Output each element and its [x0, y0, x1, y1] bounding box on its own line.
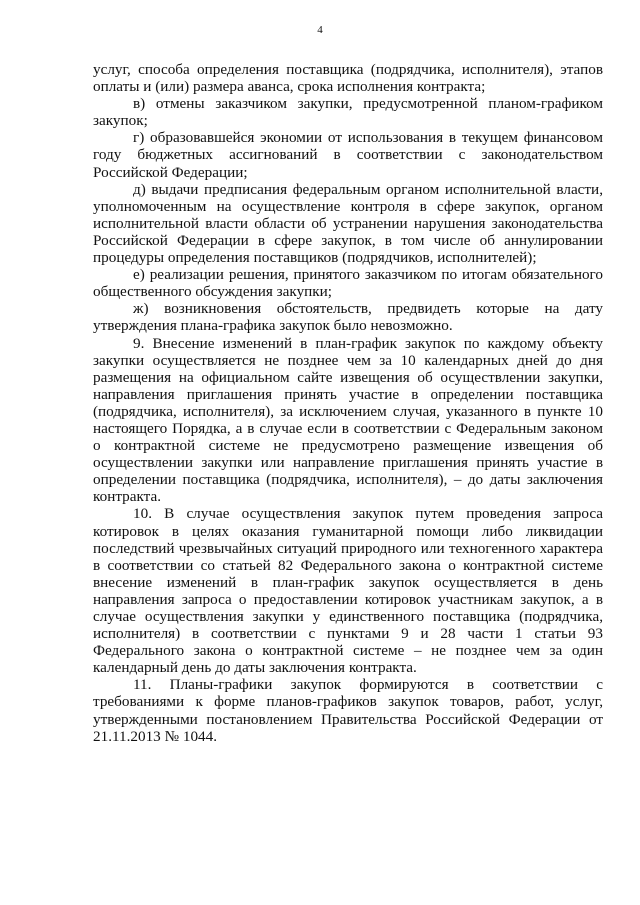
paragraph-item-d: д) выдачи предписания федеральным органом исполнительной власти, уполномоченным на осуществление контроля в сфере закупок, органом исполнительной власти области об устранении нарушения законодательства Российской Федерации в сфере закупок, в том числе об аннулировании процедуры определения поставщиков (подрядчиков, исполнителей);: [93, 180, 603, 267]
document-text: [93, 61, 603, 745]
paragraph-continuation: услуг, способа определения поставщика (подрядчика, исполнителя), этапов оплаты и (или) размера аванса, срока исполнения контракта;: [93, 61, 603, 96]
page-number: 4: [317, 24, 323, 36]
paragraph-item-zh: ж) возникновения обстоятельств, предвидеть которые на дату утверждения плана-графика закупок было невозможно.: [93, 300, 603, 335]
paragraph-point-10: 10. В случае осуществления закупок путем проведения запроса котировок в целях оказания гуманитарной помощи либо ликвидации последствий чрезвычайных ситуаций природного или техногенного характера в соответствии со статьей 82 Федерального закона о контрактной системе внесение изменений в план-график закупок осуществляется в день направления запроса о предоставлении котировок участникам закупок, а в случае осуществления закупки у единственного поставщика (подрядчика, исполнителя) в соответствии с пунктами 9 и 28 части 1 статьи 93 Федерального закона о контрактной системе – не позднее чем за один календарный день до даты заключения контракта.: [93, 505, 603, 677]
paragraph-item-e: е) реализации решения, принятого заказчиком по итогам обязательного общественного обсуждения закупки;: [93, 266, 603, 301]
paragraph-item-g: г) образовавшейся экономии от использования в текущем финансовом году бюджетных ассигнований в соответствии с законодательством Российской Федерации;: [93, 129, 603, 181]
paragraph-point-9: 9. Внесение изменений в план-график закупок по каждому объекту закупки осуществляется не позднее чем за 10 календарных дней до дня размещения на официальном сайте извещения об осуществлении закупки, направления приглашения принять участие в определении поставщика (подрядчика, исполнителя), за исключением случая, указанного в пункте 10 настоящего Порядка, а в случае если в соответствии с Федеральным законом о контрактной системе не предусмотрено размещение извещения об осуществлении закупки или направление приглашения принять участие в определении поставщика (подрядчика, исполнителя), – до даты заключения контракта.: [93, 334, 603, 506]
paragraph-item-v: в) отмены заказчиком закупки, предусмотренной планом-графиком закупок;: [93, 95, 603, 130]
paragraph-point-11: 11. Планы-графики закупок формируются в соответствии с требованиями к форме планов-графиков закупок товаров, работ, услуг, утвержденными постановлением Правительства Российской Федерации от 21.11.2013 № 1044.: [93, 676, 603, 745]
